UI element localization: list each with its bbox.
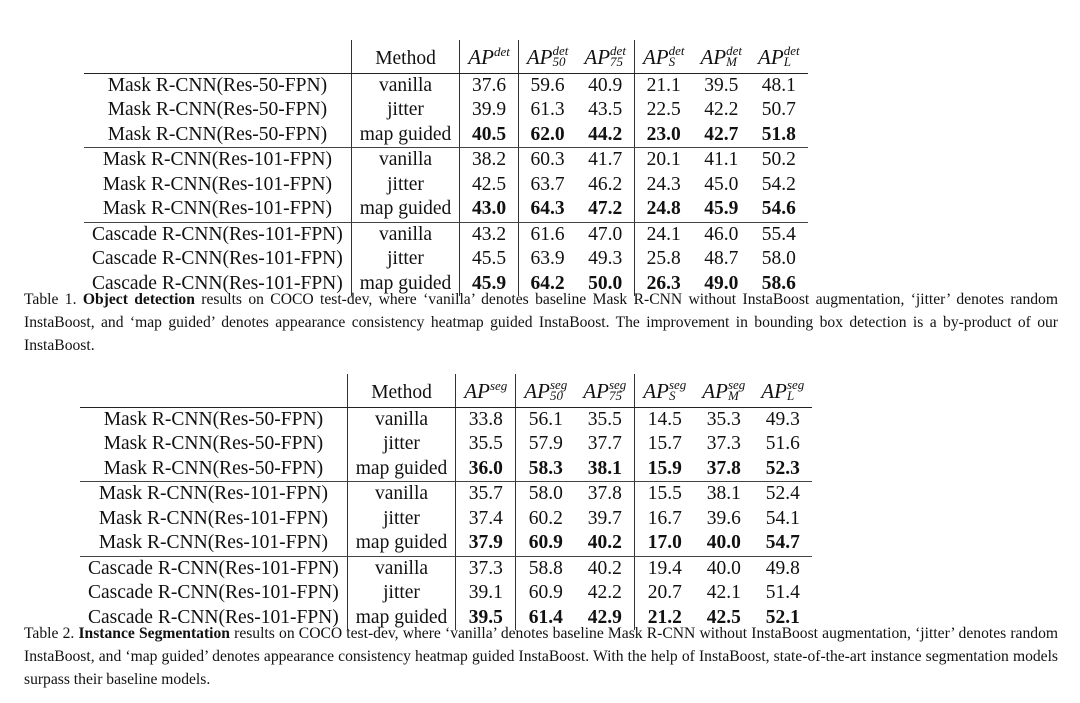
metric-sup: seg xyxy=(727,377,746,392)
model-cell: Mask R-CNN(Res-50-FPN) xyxy=(80,407,347,432)
value-cell: 35.7 xyxy=(456,482,516,507)
metric-sup: seg xyxy=(786,377,805,392)
table-row xyxy=(80,432,812,457)
value-cell: 15.7 xyxy=(647,433,682,454)
model-cell: Mask R-CNN(Res-101-FPN) xyxy=(84,148,351,173)
metric-base: AP xyxy=(643,379,669,403)
value-cell: 52.1 xyxy=(765,606,800,628)
metric-sup: det xyxy=(726,43,743,58)
value-cell: 39.7 xyxy=(575,507,635,532)
method-cell: map guided xyxy=(351,197,460,222)
metric-header xyxy=(516,374,576,407)
model-cell: Mask R-CNN(Res-101-FPN) xyxy=(84,173,351,198)
table-row xyxy=(84,98,808,123)
value-cell: 37.4 xyxy=(456,507,516,532)
method-cell: vanilla xyxy=(351,222,460,247)
value-cell: 51.6 xyxy=(765,433,800,454)
value-cell: 37.8 xyxy=(575,482,635,507)
metric-base: AP xyxy=(758,45,784,69)
metric-base: AP xyxy=(642,45,669,69)
method-cell: map guided xyxy=(351,272,460,297)
table2-caption-label: Table 2. xyxy=(24,625,75,642)
value-cell: 40.2 xyxy=(575,556,635,581)
value-cell: 25.8 xyxy=(646,248,681,269)
value-cell: 37.8 xyxy=(694,457,753,482)
metric-header xyxy=(456,374,516,407)
value-cell: 52.3 xyxy=(753,457,812,482)
value-cell: 42.1 xyxy=(706,582,741,603)
value-cell: 38.1 xyxy=(575,457,635,482)
value-cell: 24.8 xyxy=(634,197,692,222)
value-cell: 40.2 xyxy=(575,531,635,556)
value-cell: 42.2 xyxy=(704,99,739,120)
method-cell: map guided xyxy=(347,606,456,631)
value-cell: 58.3 xyxy=(516,457,576,482)
value-cell: 35.5 xyxy=(575,407,635,432)
value-cell: 42.5 xyxy=(460,173,519,198)
value-cell: 37.7 xyxy=(575,432,635,457)
table1-caption-label: Table 1. xyxy=(24,291,77,308)
metric-base: AP xyxy=(468,45,494,69)
value-cell: 14.5 xyxy=(647,408,682,430)
metric-base: AP xyxy=(583,379,609,403)
method-cell: jitter xyxy=(347,432,456,457)
value-cell: 64.3 xyxy=(518,197,576,222)
table-row xyxy=(84,222,808,247)
method-cell: map guided xyxy=(347,457,456,482)
value-cell: 33.8 xyxy=(456,407,516,432)
value-cell: 40.9 xyxy=(576,73,634,98)
value-cell: 43.2 xyxy=(460,222,519,247)
value-cell: 35.3 xyxy=(706,408,741,430)
value-cell: 49.0 xyxy=(704,272,739,294)
value-cell: 42.5 xyxy=(706,606,741,628)
method-cell: jitter xyxy=(347,581,456,606)
method-cell: jitter xyxy=(347,507,456,532)
metric-sup: seg xyxy=(549,377,568,392)
model-cell: Mask R-CNN(Res-50-FPN) xyxy=(80,457,347,482)
value-cell: 46.0 xyxy=(704,223,739,245)
value-cell: 21.2 xyxy=(647,606,682,628)
table2-caption xyxy=(24,622,1058,691)
value-cell: 40.0 xyxy=(694,531,753,556)
model-cell: Mask R-CNN(Res-50-FPN) xyxy=(84,73,351,98)
method-header: Method xyxy=(351,40,460,73)
metric-base: AP xyxy=(584,45,611,69)
value-cell: 21.1 xyxy=(646,74,681,96)
value-cell: 45.0 xyxy=(704,173,739,195)
metric-header xyxy=(694,374,753,407)
value-cell: 48.1 xyxy=(761,74,796,96)
model-cell: Mask R-CNN(Res-50-FPN) xyxy=(84,98,351,123)
value-cell: 62.0 xyxy=(518,123,576,148)
value-cell: 20.7 xyxy=(647,582,682,603)
table1-caption xyxy=(24,288,1058,357)
value-cell: 52.4 xyxy=(765,483,800,504)
value-cell: 42.2 xyxy=(575,581,635,606)
value-cell: 64.2 xyxy=(530,272,565,294)
metric-sup: det xyxy=(783,43,800,58)
metric-sub: 50 xyxy=(552,54,566,69)
table-row xyxy=(84,148,808,173)
metric-base: AP xyxy=(761,379,787,403)
model-cell: Mask R-CNN(Res-101-FPN) xyxy=(80,507,347,532)
metric-sub: 75 xyxy=(608,388,622,403)
table-row xyxy=(84,73,808,98)
metric-header xyxy=(575,374,635,407)
value-cell: 51.4 xyxy=(765,582,800,603)
table-row xyxy=(80,457,812,482)
model-cell: Cascade R-CNN(Res-101-FPN) xyxy=(80,556,347,581)
model-cell: Cascade R-CNN(Res-101-FPN) xyxy=(84,222,351,247)
value-cell: 38.2 xyxy=(460,148,519,173)
model-header xyxy=(84,40,351,73)
value-cell: 45.5 xyxy=(460,247,519,272)
value-cell: 50.7 xyxy=(761,99,796,120)
value-cell: 16.7 xyxy=(647,507,682,529)
value-cell: 19.4 xyxy=(647,557,682,579)
metric-header xyxy=(518,40,576,73)
value-cell: 42.9 xyxy=(575,606,635,631)
value-cell: 58.8 xyxy=(528,557,563,579)
table-row xyxy=(84,247,808,272)
value-cell: 60.9 xyxy=(528,582,563,603)
metric-sup: det xyxy=(552,43,569,58)
method-cell: vanilla xyxy=(347,482,456,507)
value-cell: 35.5 xyxy=(456,432,516,457)
metric-sub: S xyxy=(668,388,676,403)
value-cell: 15.5 xyxy=(647,483,682,504)
metric-base: AP xyxy=(702,379,728,403)
model-header xyxy=(80,374,347,407)
value-cell: 54.6 xyxy=(750,197,808,222)
value-cell: 56.1 xyxy=(528,408,563,430)
method-header: Method xyxy=(347,374,456,407)
metric-header xyxy=(750,40,808,73)
value-cell: 41.7 xyxy=(576,148,634,173)
metric-sup: det xyxy=(493,44,510,59)
value-cell: 17.0 xyxy=(635,531,695,556)
value-cell: 60.3 xyxy=(530,149,565,170)
method-cell: map guided xyxy=(347,531,456,556)
metric-sup: det xyxy=(668,43,685,58)
table-row xyxy=(80,531,812,556)
value-cell: 43.5 xyxy=(576,98,634,123)
value-cell: 47.0 xyxy=(576,222,634,247)
metric-base: AP xyxy=(700,45,727,69)
model-cell: Mask R-CNN(Res-101-FPN) xyxy=(84,197,351,222)
value-cell: 36.0 xyxy=(456,457,516,482)
value-cell: 40.0 xyxy=(706,557,741,579)
value-cell: 37.9 xyxy=(456,531,516,556)
value-cell: 42.7 xyxy=(692,123,750,148)
value-cell: 63.9 xyxy=(530,248,565,269)
table-row xyxy=(80,556,812,581)
table-row xyxy=(80,407,812,432)
value-cell: 46.2 xyxy=(576,173,634,198)
value-cell: 61.4 xyxy=(528,606,563,628)
table-row xyxy=(84,123,808,148)
method-cell: map guided xyxy=(351,123,460,148)
value-cell: 54.7 xyxy=(753,531,812,556)
model-cell: Mask R-CNN(Res-101-FPN) xyxy=(80,482,347,507)
detection-results-table xyxy=(84,40,808,296)
segmentation-results-table xyxy=(80,374,812,630)
metric-sub: M xyxy=(727,388,739,403)
model-cell: Cascade R-CNN(Res-101-FPN) xyxy=(80,606,347,631)
value-cell: 61.6 xyxy=(530,223,565,245)
table2-caption-text: results on COCO test-dev, where ‘vanilla’ denotes baseline Mask R-CNN without InstaBoost augmentation, ‘jitter’ denotes random InstaBoost, and ‘map guided’ denotes appearance consistency heatmap guided InstaBoost. With the help of InstaBoost, state-of-the-art instance segmentation models surpass their baseline models. xyxy=(24,625,1058,688)
metric-base: AP xyxy=(526,45,553,69)
value-cell: 54.1 xyxy=(765,507,800,529)
metric-sup: seg xyxy=(668,377,687,392)
method-cell: vanilla xyxy=(347,556,456,581)
table-row xyxy=(80,507,812,532)
metric-sub: M xyxy=(726,54,737,69)
metric-sub: 75 xyxy=(610,54,624,69)
value-cell: 63.7 xyxy=(530,173,565,195)
metric-sub: L xyxy=(783,54,791,69)
value-cell: 60.9 xyxy=(516,531,576,556)
model-cell: Mask R-CNN(Res-50-FPN) xyxy=(84,123,351,148)
value-cell: 20.1 xyxy=(646,149,681,170)
value-cell: 37.6 xyxy=(460,73,519,98)
value-cell: 51.8 xyxy=(750,123,808,148)
value-cell: 58.0 xyxy=(528,483,563,504)
value-cell: 57.9 xyxy=(528,433,563,454)
metric-header xyxy=(634,40,692,73)
method-cell: vanilla xyxy=(351,73,460,98)
value-cell: 61.3 xyxy=(530,99,565,120)
value-cell: 39.1 xyxy=(456,581,516,606)
metric-base: AP xyxy=(524,379,550,403)
value-cell: 39.5 xyxy=(704,74,739,96)
value-cell: 41.1 xyxy=(704,149,739,170)
value-cell: 58.0 xyxy=(761,248,796,269)
value-cell: 49.3 xyxy=(576,247,634,272)
value-cell: 49.8 xyxy=(765,557,800,579)
value-cell: 24.1 xyxy=(646,223,681,245)
header-row xyxy=(80,374,812,407)
method-cell: vanilla xyxy=(347,407,456,432)
value-cell: 37.3 xyxy=(706,433,741,454)
value-cell: 45.9 xyxy=(460,272,519,297)
method-cell: jitter xyxy=(351,173,460,198)
model-cell: Cascade R-CNN(Res-101-FPN) xyxy=(84,247,351,272)
value-cell: 45.9 xyxy=(692,197,750,222)
value-cell: 15.9 xyxy=(635,457,695,482)
model-cell: Cascade R-CNN(Res-101-FPN) xyxy=(84,272,351,297)
metric-header xyxy=(635,374,695,407)
value-cell: 24.3 xyxy=(646,173,681,195)
table-row xyxy=(84,197,808,222)
table1-caption-text: results on COCO test-dev, where ‘vanilla’ denotes baseline Mask R-CNN without InstaBoost augmentation, ‘jitter’ denotes random InstaBoost, and ‘map guided’ denotes appearance consistency heatmap guided InstaBoost. The improvement in bounding box detection is a by-product of our InstaBoost. xyxy=(24,291,1058,354)
method-cell: jitter xyxy=(351,247,460,272)
metric-header xyxy=(460,40,519,73)
value-cell: 39.9 xyxy=(460,98,519,123)
method-cell: jitter xyxy=(351,98,460,123)
value-cell: 50.2 xyxy=(761,149,796,170)
metric-sub: S xyxy=(668,54,676,69)
metric-header xyxy=(576,40,634,73)
model-cell: Mask R-CNN(Res-50-FPN) xyxy=(80,432,347,457)
metric-sup: det xyxy=(610,43,626,58)
metric-base: AP xyxy=(464,379,490,403)
value-cell: 38.1 xyxy=(706,483,741,504)
value-cell: 43.0 xyxy=(460,197,519,222)
table-row xyxy=(80,482,812,507)
model-cell: Mask R-CNN(Res-101-FPN) xyxy=(80,531,347,556)
metric-header xyxy=(753,374,812,407)
table-row xyxy=(80,581,812,606)
value-cell: 40.5 xyxy=(460,123,519,148)
value-cell: 50.0 xyxy=(576,272,634,297)
metric-header xyxy=(692,40,750,73)
metric-sup: seg xyxy=(489,378,508,393)
value-cell: 22.5 xyxy=(646,99,681,120)
value-cell: 49.3 xyxy=(765,408,800,430)
value-cell: 26.3 xyxy=(646,272,681,294)
metric-sub: L xyxy=(786,388,795,403)
value-cell: 44.2 xyxy=(576,123,634,148)
value-cell: 47.2 xyxy=(576,197,634,222)
method-cell: vanilla xyxy=(351,148,460,173)
metric-sup: seg xyxy=(608,377,627,392)
header-row xyxy=(84,40,808,73)
table-row xyxy=(84,173,808,198)
table1-caption-title: Object detection xyxy=(82,291,195,308)
value-cell: 37.3 xyxy=(456,556,516,581)
value-cell: 60.2 xyxy=(528,507,563,529)
value-cell: 23.0 xyxy=(634,123,692,148)
value-cell: 54.2 xyxy=(761,173,796,195)
metric-sub: 50 xyxy=(549,388,563,403)
model-cell: Cascade R-CNN(Res-101-FPN) xyxy=(80,581,347,606)
value-cell: 39.5 xyxy=(456,606,516,631)
value-cell: 58.6 xyxy=(761,272,796,294)
table2-caption-title: Instance Segmentation xyxy=(78,625,230,642)
value-cell: 59.6 xyxy=(530,74,565,96)
value-cell: 48.7 xyxy=(704,248,739,269)
value-cell: 55.4 xyxy=(761,223,796,245)
value-cell: 39.6 xyxy=(706,507,741,529)
